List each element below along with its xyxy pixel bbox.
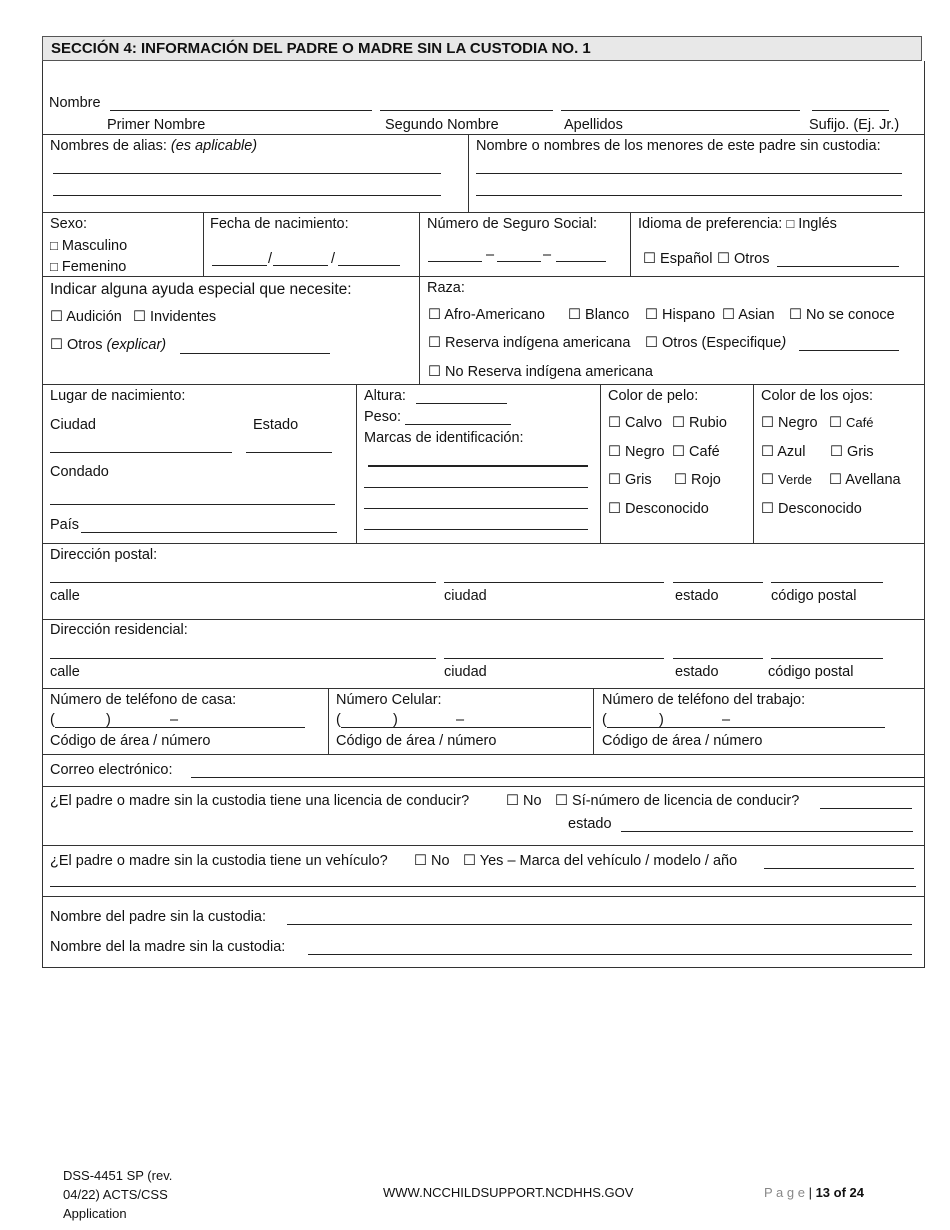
residential-city-field[interactable]	[444, 658, 664, 659]
middle-name-field[interactable]	[380, 110, 553, 111]
mother-name-label: Nombre del la madre sin la custodia:	[50, 939, 286, 955]
cell-phone-field[interactable]	[341, 727, 591, 728]
birthplace-state-field[interactable]	[246, 452, 332, 453]
birthplace-state-label: Estado	[253, 417, 299, 433]
mailing-city-field[interactable]	[444, 582, 664, 583]
mailing-street-field[interactable]	[50, 582, 436, 583]
birthplace-city-field[interactable]	[50, 452, 232, 453]
sex-male-option[interactable]: □ Masculino	[50, 238, 128, 254]
language-other-option[interactable]: ☐ Otros	[717, 251, 770, 267]
marks-field-2[interactable]	[364, 487, 588, 488]
race-reservation-option[interactable]: ☐ Reserva indígena americana	[428, 335, 631, 351]
sex-female-option[interactable]: □ Femenino	[50, 259, 127, 275]
mailing-state-caption: estado	[675, 588, 719, 604]
race-unknown-option[interactable]: ☐ No se conoce	[789, 307, 895, 323]
birthplace-county-label: Condado	[50, 464, 109, 480]
birthplace-county-field[interactable]	[50, 504, 335, 505]
vehicle-no-option[interactable]: ☐ No	[414, 853, 450, 869]
height-field[interactable]	[416, 403, 507, 404]
sex-label: Sexo:	[50, 216, 88, 232]
eyes-brown-option[interactable]: ☐ Café	[829, 415, 874, 431]
alias-field-2[interactable]	[53, 195, 441, 196]
hair-bald-option[interactable]: ☐ Calvo	[608, 415, 663, 431]
eyes-label: Color de los ojos:	[761, 388, 874, 404]
birthplace-country-field[interactable]	[81, 532, 337, 533]
license-number-field[interactable]	[820, 808, 912, 809]
help-other-field[interactable]	[180, 353, 330, 354]
mailing-state-field[interactable]	[673, 582, 763, 583]
residential-state-caption: estado	[675, 664, 719, 680]
hair-blond-option[interactable]: ☐ Rubio	[672, 415, 727, 431]
weight-label: Peso:	[364, 409, 402, 425]
help-hearing-option[interactable]: ☐ Audición	[50, 309, 122, 325]
ssn-part3-field[interactable]	[556, 261, 606, 262]
hair-unknown-option[interactable]: ☐ Desconocido	[608, 501, 709, 517]
mailing-street-caption: calle	[50, 588, 80, 604]
cell-phone-caption: Código de área / número	[336, 733, 497, 749]
cell-phone-label: Número Celular:	[336, 692, 442, 708]
mailing-label: Dirección postal:	[50, 547, 158, 563]
email-field[interactable]	[191, 777, 924, 778]
alias-label: Nombres de alias: (es aplicable)	[50, 138, 258, 154]
language-spanish-option[interactable]: ☐ Español	[643, 251, 713, 267]
section-title: SECCIÓN 4: INFORMACIÓN DEL PADRE O MADRE SIN LA CUSTODIA NO. 1	[42, 36, 922, 61]
birthplace-label: Lugar de nacimiento:	[50, 388, 186, 404]
residential-zip-field[interactable]	[771, 658, 883, 659]
license-no-option[interactable]: ☐ No	[506, 793, 542, 809]
residential-street-field[interactable]	[50, 658, 436, 659]
mailing-zip-caption: código postal	[771, 588, 857, 604]
height-label: Altura:	[364, 388, 406, 404]
eyes-hazel-option[interactable]: ☐ Avellana	[829, 472, 901, 488]
hair-brown-option[interactable]: ☐ Café	[672, 444, 720, 460]
ssn-label: Número de Seguro Social:	[427, 216, 598, 232]
language-other-field[interactable]	[777, 266, 899, 267]
marks-field-3[interactable]	[364, 508, 588, 509]
residential-label: Dirección residencial:	[50, 622, 188, 638]
dob-month-field[interactable]	[212, 265, 267, 266]
checkbox-icon[interactable]: □	[786, 216, 795, 231]
work-phone-label: Número de teléfono del trabajo:	[602, 692, 806, 708]
checkbox-icon[interactable]: □	[50, 238, 58, 253]
weight-field[interactable]	[405, 424, 511, 425]
license-question: ¿El padre o madre sin la custodia tiene una licencia de conducir?	[50, 793, 470, 809]
residential-state-field[interactable]	[673, 658, 763, 659]
dob-label: Fecha de nacimiento:	[210, 216, 349, 232]
race-hispanic-option[interactable]: ☐ Hispano	[645, 307, 716, 323]
hair-label: Color de pelo:	[608, 388, 699, 404]
vehicle-yes-option[interactable]: ☐ Yes – Marca del vehículo / modelo / año	[463, 853, 738, 869]
father-name-label: Nombre del padre sin la custodia:	[50, 909, 267, 925]
license-state-label: estado	[568, 816, 612, 832]
work-phone-field[interactable]	[607, 727, 885, 728]
suffix-field[interactable]	[812, 110, 889, 111]
race-other-option[interactable]: ☐ Otros (Especifique)	[645, 335, 787, 351]
first-name-field[interactable]	[110, 110, 372, 111]
birthplace-city-label: Ciudad	[50, 417, 96, 433]
vehicle-details-field[interactable]	[764, 868, 914, 869]
last-name-field[interactable]	[561, 110, 800, 111]
middle-name-caption: Segundo Nombre	[385, 117, 499, 133]
eyes-black-option[interactable]: ☐ Negro	[761, 415, 818, 431]
residential-zip-caption: código postal	[768, 664, 854, 680]
home-phone-field[interactable]	[55, 727, 305, 728]
mailing-zip-field[interactable]	[771, 582, 883, 583]
page-indicator: P a g e | 13 of 24	[764, 1185, 864, 1200]
mailing-city-caption: ciudad	[444, 588, 487, 604]
hair-black-option[interactable]: ☐ Negro	[608, 444, 665, 460]
race-asian-option[interactable]: ☐ Asian	[722, 307, 775, 323]
home-phone-label: Número de teléfono de casa:	[50, 692, 237, 708]
eyes-gray-option[interactable]: ☐ Gris	[830, 444, 874, 460]
ssn-part1-field[interactable]	[428, 261, 482, 262]
dob-day-field[interactable]	[273, 265, 328, 266]
alias-field-1[interactable]	[53, 173, 441, 174]
checkbox-icon[interactable]: □	[50, 259, 58, 274]
frame-right	[924, 61, 925, 968]
race-other-field[interactable]	[799, 350, 899, 351]
eyes-blue-option[interactable]: ☐ Azul	[761, 444, 806, 460]
race-non-reservation-option[interactable]: ☐ No Reserva indígena americana	[428, 364, 653, 380]
ssn-part2-field[interactable]	[497, 261, 541, 262]
vehicle-details-field-2[interactable]	[50, 886, 916, 887]
license-yes-option[interactable]: ☐ Sí-número de licencia de conducir?	[555, 793, 800, 809]
last-name-caption: Apellidos	[564, 117, 623, 133]
race-afro-option[interactable]: ☐ Afro-Americano	[428, 307, 545, 323]
hair-gray-option[interactable]: ☐ Gris	[608, 472, 652, 488]
special-help-label: Indicar alguna ayuda especial que necesite:	[50, 281, 352, 298]
form-id: DSS-4451 SP (rev. 04/22) ACTS/CSS Application	[63, 1168, 173, 1221]
license-state-field[interactable]	[621, 831, 913, 832]
home-phone-caption: Código de área / número	[50, 733, 211, 749]
residential-street-caption: calle	[50, 664, 80, 680]
children-field-2[interactable]	[476, 195, 902, 196]
residential-city-caption: ciudad	[444, 664, 487, 680]
help-other-option[interactable]: ☐ Otros (explicar)	[50, 337, 167, 353]
language-label: Idioma de preferencia: □ Inglés	[638, 216, 837, 232]
eyes-unknown-option[interactable]: ☐ Desconocido	[761, 501, 862, 517]
children-label: Nombre o nombres de los menores de este padre sin custodia:	[476, 138, 881, 154]
children-field-1[interactable]	[476, 173, 902, 174]
race-white-option[interactable]: ☐ Blanco	[568, 307, 630, 323]
eyes-green-option[interactable]: ☐ Verde	[761, 472, 813, 488]
name-label: Nombre	[49, 95, 101, 111]
help-blind-option[interactable]: ☐ Invidentes	[133, 309, 217, 325]
email-label: Correo electrónico:	[50, 762, 173, 778]
first-name-caption: Primer Nombre	[107, 117, 206, 133]
suffix-caption: Sufijo. (Ej. Jr.)	[809, 117, 900, 133]
mother-name-field[interactable]	[308, 954, 912, 955]
father-name-field[interactable]	[287, 924, 912, 925]
hair-red-option[interactable]: ☐ Rojo	[674, 472, 721, 488]
frame-left	[42, 61, 43, 968]
marks-field-1[interactable]	[368, 465, 588, 467]
work-phone-caption: Código de área / número	[602, 733, 763, 749]
website: WWW.NCCHILDSUPPORT.NCDHHS.GOV	[383, 1185, 634, 1200]
birthplace-country-label: País	[50, 517, 80, 533]
marks-label: Marcas de identificación:	[364, 430, 524, 446]
vehicle-question: ¿El padre o madre sin la custodia tiene un vehículo?	[50, 853, 388, 869]
dob-year-field[interactable]	[338, 265, 400, 266]
marks-field-4[interactable]	[364, 529, 588, 530]
frame-bottom	[42, 967, 925, 968]
race-label: Raza:	[427, 280, 465, 296]
